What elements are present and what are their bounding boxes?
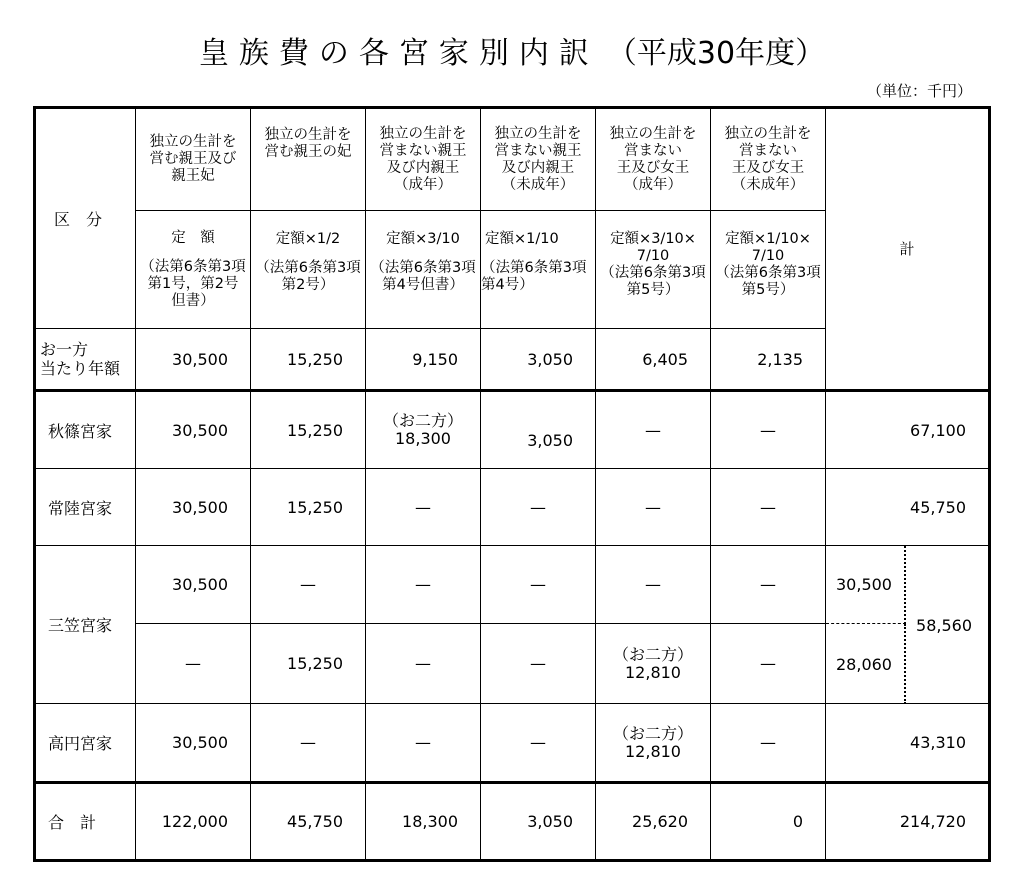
unit-label: （単位：千円）: [866, 82, 972, 100]
allowance-table: [33, 106, 991, 862]
mikasa-total-cell: [826, 546, 990, 704]
hitachi-c1: 30,500: [136, 469, 251, 546]
sum-c6: 0: [711, 783, 826, 861]
takamado-c3: —: [366, 704, 481, 783]
sum-c3: 18,300: [366, 783, 481, 861]
table-row: [35, 704, 990, 783]
total-header: 計: [826, 108, 990, 391]
mikasa-b-c3: —: [366, 624, 481, 704]
akishino-c5: —: [596, 391, 711, 469]
sum-c1: 122,000: [136, 783, 251, 861]
mikasa-a-c3: —: [366, 546, 481, 624]
mikasa-a-c5: —: [596, 546, 711, 624]
takamado-c6: —: [711, 704, 826, 783]
row-label-hitachi: 常陸宮家: [35, 469, 136, 546]
row-label-takamado: 高円宮家: [35, 704, 136, 783]
mikasa-a-c2: —: [251, 546, 366, 624]
akishino-c2: 15,250: [251, 391, 366, 469]
col5-rate: 定額×3/10× 7/10 （法第6条第3項 第5号）: [596, 211, 711, 329]
sum-c4: 3,050: [481, 783, 596, 861]
col3-rate: 定額×3/10 （法第6条第3項 第4号但書）: [366, 211, 481, 329]
col6-rate: 定額×1/10× 7/10 （法第6条第3項 第5号）: [711, 211, 826, 329]
per-person-c6: 2,135: [711, 329, 826, 391]
col5-name: 独立の生計を 営まない 王及び女王 （成年）: [596, 108, 711, 211]
akishino-c6: —: [711, 391, 826, 469]
sum-total: 214,720: [826, 783, 990, 861]
table-row: [35, 546, 990, 624]
hitachi-c2: 15,250: [251, 469, 366, 546]
title-main: 皇族費の各宮家別内訳: [198, 36, 599, 71]
mikasa-sub-b: 28,060: [826, 624, 906, 704]
per-person-label: お一方 当たり年額: [35, 329, 136, 391]
per-person-c2: 15,250: [251, 329, 366, 391]
page-title: [0, 28, 1024, 72]
akishino-c4: 3,050: [481, 391, 596, 469]
mikasa-sub-a: 30,500: [826, 546, 906, 624]
hitachi-c3: —: [366, 469, 481, 546]
mikasa-b-c6: —: [711, 624, 826, 704]
mikasa-total: 58,560: [916, 615, 972, 635]
row-label-sum: 合 計: [35, 783, 136, 861]
table-row: [35, 783, 990, 861]
mikasa-b-c5: （お二方） 12,810: [596, 624, 711, 704]
table-row: [35, 391, 990, 469]
row-label-akishino: 秋篠宮家: [35, 391, 136, 469]
per-person-c3: 9,150: [366, 329, 481, 391]
col2-name: 独立の生計を 営む親王の妃: [251, 108, 366, 211]
hitachi-c5: —: [596, 469, 711, 546]
table-row: [35, 469, 990, 546]
col4-name: 独立の生計を 営まない親王 及び内親王 （未成年）: [481, 108, 596, 211]
col2-rate: 定額×1/2 （法第6条第3項 第2号）: [251, 211, 366, 329]
mikasa-a-c6: —: [711, 546, 826, 624]
hitachi-c4: —: [481, 469, 596, 546]
col3-name: 独立の生計を 営まない親王 及び内親王 （成年）: [366, 108, 481, 211]
akishino-total: 67,100: [826, 391, 990, 469]
takamado-c1: 30,500: [136, 704, 251, 783]
mikasa-b-c4: —: [481, 624, 596, 704]
sum-c5: 25,620: [596, 783, 711, 861]
kubun-header: 区 分: [35, 108, 136, 329]
mikasa-a-c4: —: [481, 546, 596, 624]
takamado-c2: —: [251, 704, 366, 783]
row-label-mikasa: 三笠宮家: [35, 546, 136, 704]
sum-c2: 45,750: [251, 783, 366, 861]
title-year: （平成30年度）: [606, 36, 826, 71]
akishino-c1: 30,500: [136, 391, 251, 469]
mikasa-b-c1: —: [136, 624, 251, 704]
col6-name: 独立の生計を 営まない 王及び女王 （未成年）: [711, 108, 826, 211]
hitachi-c6: —: [711, 469, 826, 546]
col1-name: 独立の生計を 営む親王及び 親王妃: [136, 108, 251, 211]
per-person-c5: 6,405: [596, 329, 711, 391]
col1-rate: 定 額 （法第6条第3項 第1号，第2号 但書）: [136, 211, 251, 329]
mikasa-a-c1: 30,500: [136, 546, 251, 624]
takamado-total: 43,310: [826, 704, 990, 783]
mikasa-b-c2: 15,250: [251, 624, 366, 704]
akishino-c3: （お二方） 18,300: [366, 391, 481, 469]
takamado-c4: —: [481, 704, 596, 783]
per-person-c4: 3,050: [481, 329, 596, 391]
per-person-c1: 30,500: [136, 329, 251, 391]
takamado-c5: （お二方） 12,810: [596, 704, 711, 783]
hitachi-total: 45,750: [826, 469, 990, 546]
col4-rate: 定額×1/10 （法第6条第3項 第4号）: [481, 211, 596, 329]
